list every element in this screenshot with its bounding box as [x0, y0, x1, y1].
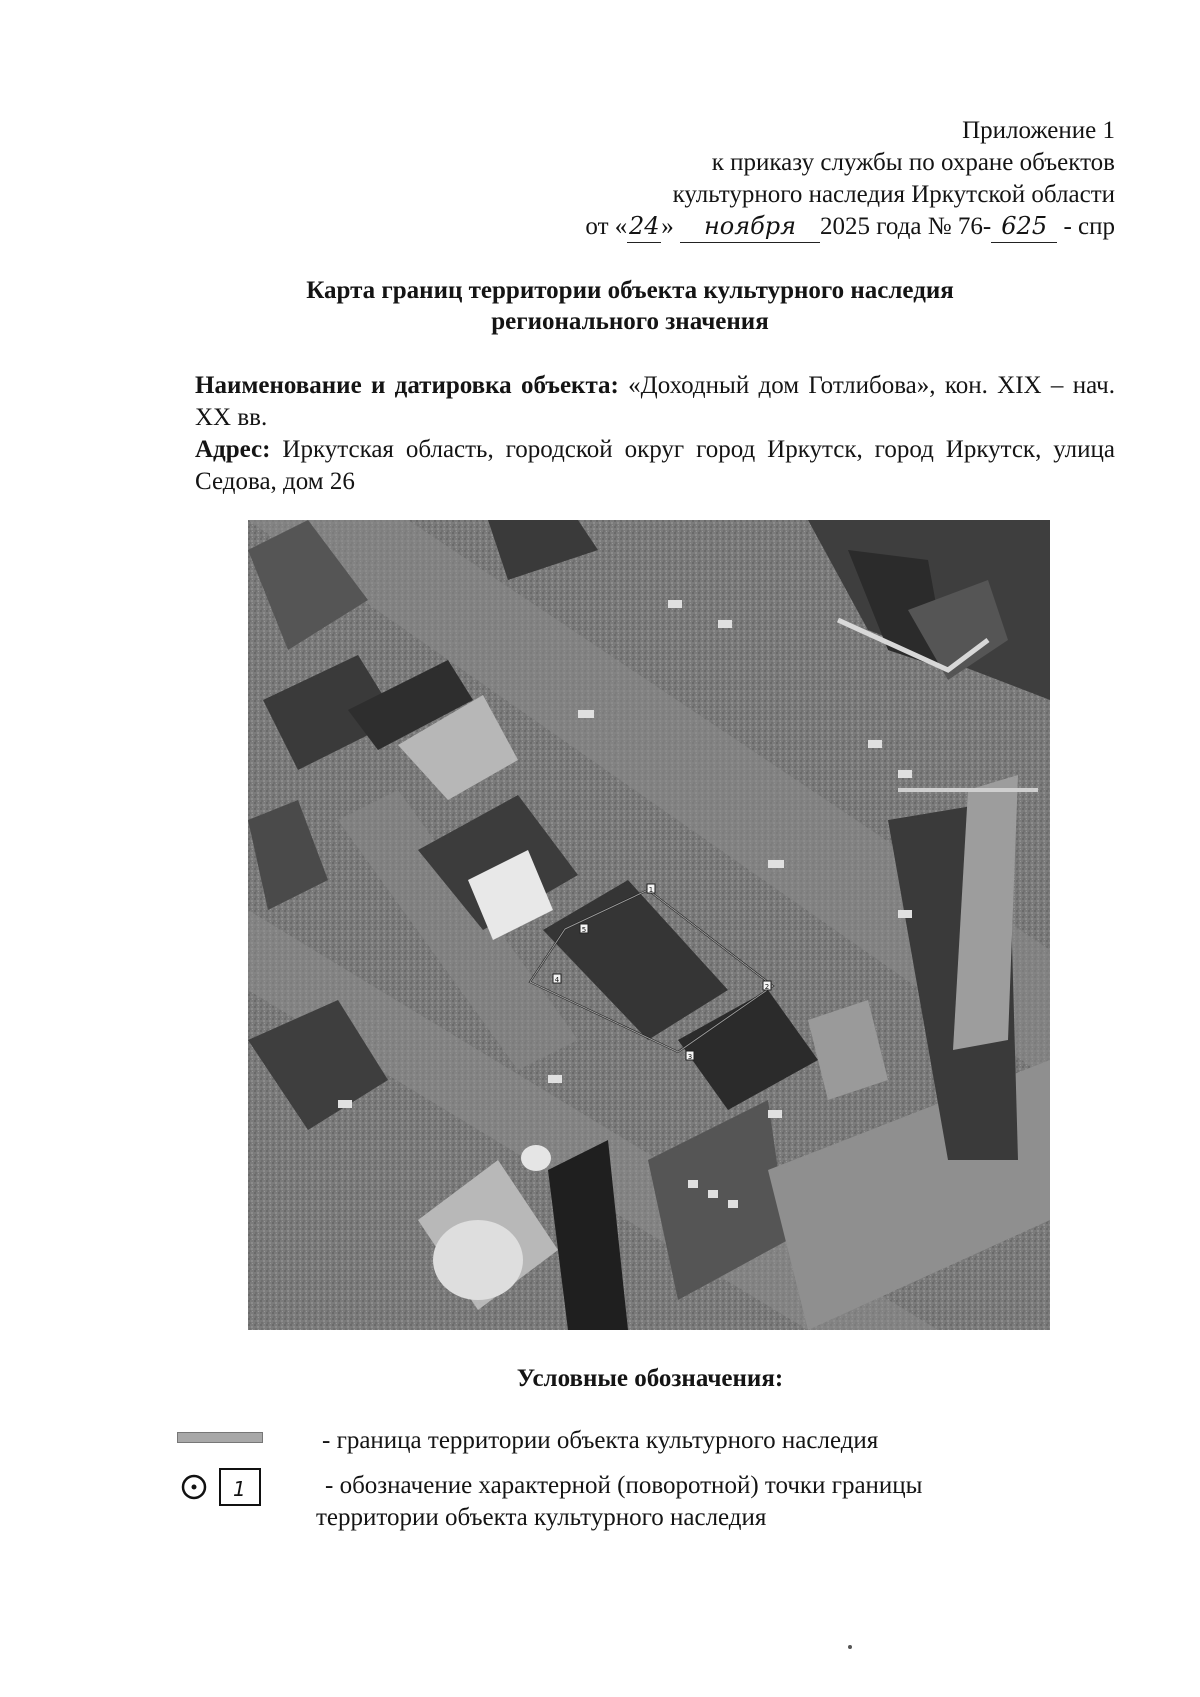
legend-boundary-sample	[177, 1432, 263, 1443]
object-name-label: Наименование и датировка объекта:	[195, 372, 619, 399]
handwritten-number: 625	[991, 211, 1057, 243]
aerial-map-image	[248, 520, 1050, 1330]
boundary-point-3-label: 3	[687, 1053, 693, 1061]
object-name-paragraph	[195, 370, 1115, 434]
legend-point-text-line2: территории объекта культурного наследия	[316, 1504, 767, 1531]
year-and-number: 2025 года № 76-	[820, 213, 992, 240]
date-quote-close: »	[661, 213, 674, 240]
order-date-line	[585, 211, 1115, 243]
aerial-map	[248, 520, 1050, 1330]
boundary-point-5-label: 5	[581, 926, 587, 934]
point-symbol-icon	[180, 1467, 265, 1507]
number-suffix: - спр	[1063, 213, 1115, 240]
address-label: Адрес:	[195, 436, 271, 463]
appendix-label: Приложение 1	[962, 117, 1115, 144]
address-paragraph	[195, 434, 1115, 498]
scan-speck	[848, 1645, 852, 1649]
object-name-value: «Доходный дом Готлибова», кон. XIX – нач. XX вв.	[195, 372, 1115, 431]
order-authority-line: культурного наследия Иркутской области	[672, 181, 1115, 208]
address-value: Иркутская область, городской округ город Иркутск, город Иркутск, улица Седова, дом 26	[195, 436, 1116, 495]
legend-point-sample	[180, 1467, 265, 1507]
legend-title: Условные обозначения:	[516, 1365, 784, 1392]
handwritten-month: ноября	[680, 211, 820, 243]
title-line-1: Карта границ территории объекта культурного наследия	[306, 277, 954, 304]
boundary-point-4-label: 4	[554, 976, 560, 984]
legend-boundary-text: - граница территории объекта культурного наследия	[322, 1427, 879, 1454]
date-prefix: от «	[585, 213, 628, 240]
point-sample-number: 1	[233, 1477, 246, 1501]
legend-point-text-line1: - обозначение характерной (поворотной) точки границы	[325, 1472, 923, 1499]
document-title	[0, 275, 1200, 337]
order-line: к приказу службы по охране объектов	[711, 149, 1115, 176]
boundary-point-1-label: 1	[648, 886, 654, 894]
boundary-point-2-label: 2	[764, 983, 770, 991]
handwritten-day: 24	[627, 211, 661, 243]
title-line-2: регионального значения	[491, 308, 769, 335]
